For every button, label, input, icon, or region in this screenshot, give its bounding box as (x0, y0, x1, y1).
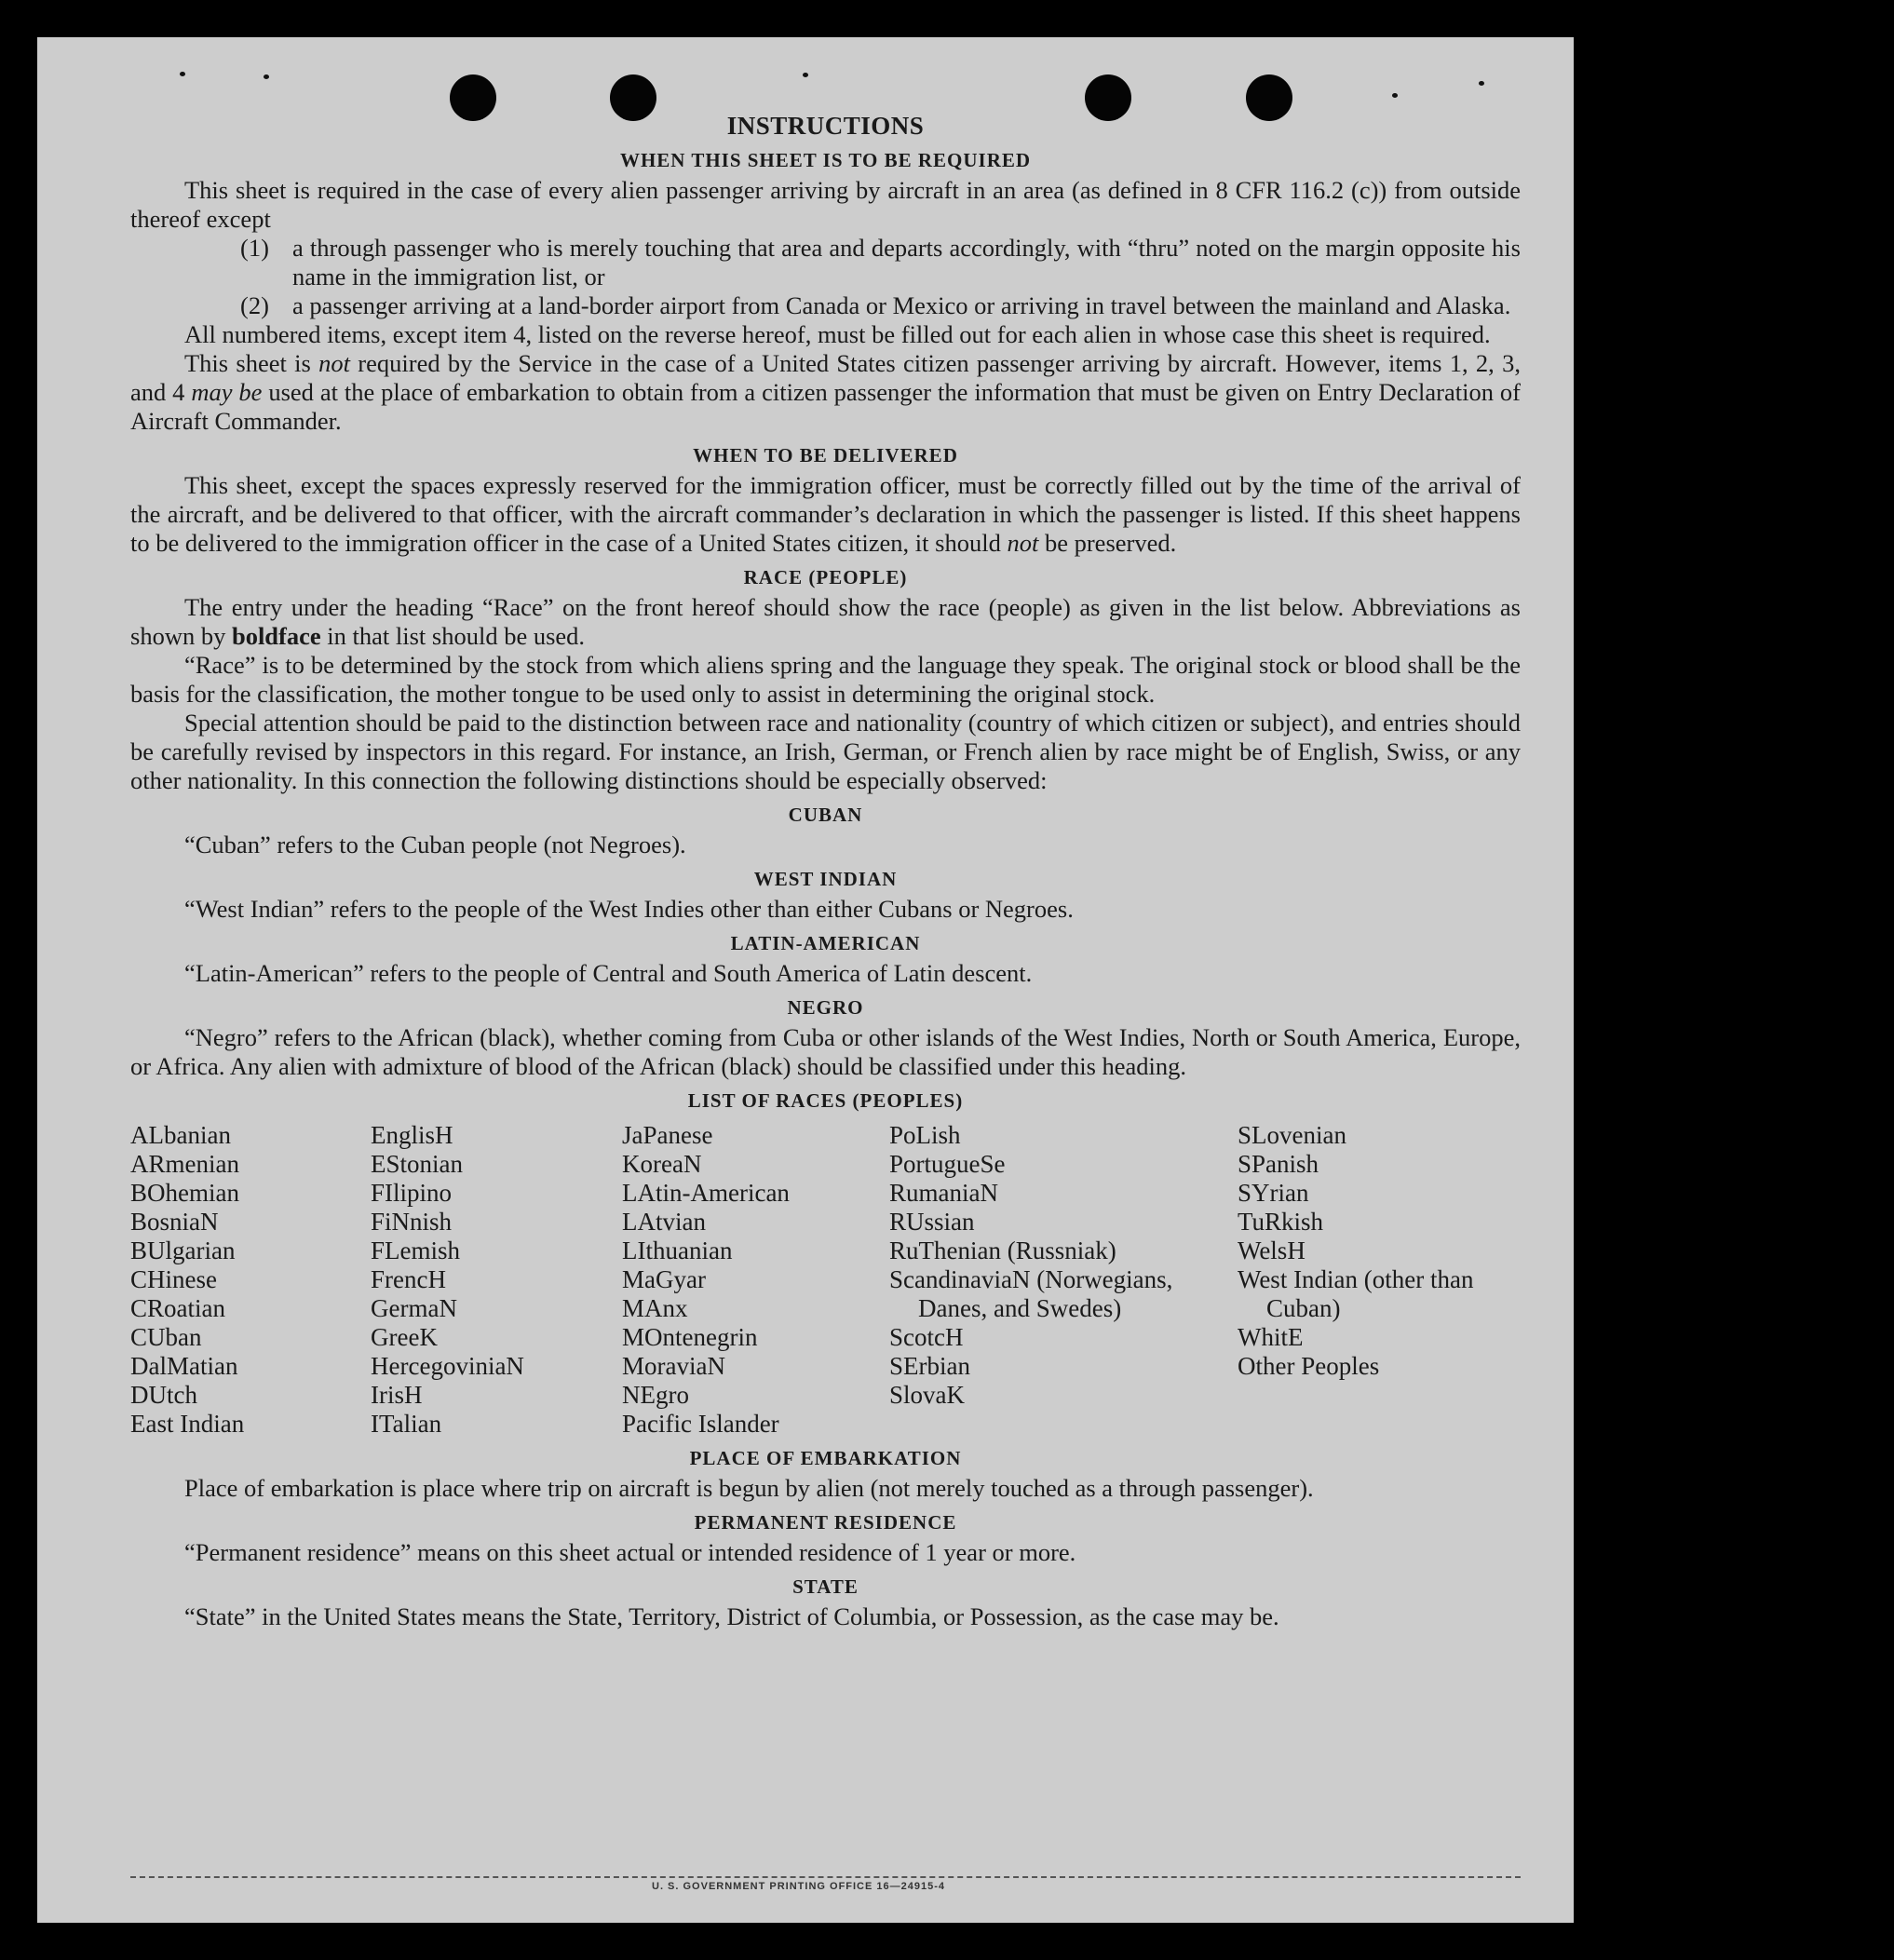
text-run: be preserved. (1038, 529, 1177, 557)
text-run: required by the Service in the case of a United States citizen passenger arriving by aircraft. However, items 1, 2, 3, and 4 (130, 349, 1521, 406)
race-entry: EnglisH (371, 1121, 453, 1149)
races-list (130, 1121, 1521, 1439)
race-entry: Other Peoples (1238, 1352, 1380, 1380)
race-entry: LIthuanian (622, 1237, 733, 1264)
heading-when-delivered: WHEN TO BE DELIVERED (693, 444, 958, 466)
speck (803, 73, 808, 77)
exception-item (240, 234, 1521, 291)
race-entry: SErbian (889, 1352, 970, 1380)
bold-text: boldface (231, 622, 321, 650)
race-entry: RumaniaN (889, 1179, 998, 1207)
race-entry: ARmenian (130, 1150, 239, 1178)
race-entry: Pacific Islander (622, 1410, 779, 1438)
exception-item (240, 291, 1521, 320)
race-entry: CUban (130, 1323, 202, 1351)
race-entry: FiNnish (371, 1208, 453, 1236)
race-entry: RUssian (889, 1208, 975, 1236)
race-entry: FrencH (371, 1265, 446, 1293)
paragraph: “Permanent residence” means on this sheet actual or intended residence of 1 year or more. (184, 1538, 1076, 1566)
paragraph: “West Indian” refers to the people of the West Indies other than either Cubans or Negroes. (184, 895, 1074, 923)
race-entry: ALbanian (130, 1121, 231, 1149)
race-entry: MAnx (622, 1294, 688, 1322)
race-entry: MaGyar (622, 1265, 706, 1293)
page-title: INSTRUCTIONS (726, 112, 925, 140)
races-column (130, 1121, 371, 1439)
paragraph: All numbered items, except item 4, listed on the reverse hereof, must be filled out for each alien in whose case this sheet is required. (184, 320, 1491, 348)
race-entry: ScandinaviaN (Norwegians, Danes, and Swedes) (889, 1265, 1173, 1322)
paragraph (130, 593, 1521, 651)
paragraph: “Cuban” refers to the Cuban people (not Negroes). (184, 831, 686, 858)
race-entry: SYrian (1238, 1179, 1309, 1207)
race-entry: PortugueSe (889, 1150, 1006, 1178)
race-entry: RuThenian (Russniak) (889, 1237, 1116, 1264)
race-entry: BosniaN (130, 1208, 219, 1236)
form-sheet (37, 37, 1574, 1923)
races-column (371, 1121, 622, 1439)
race-entry: TuRkish (1238, 1208, 1324, 1236)
italic-text: not (1007, 529, 1039, 557)
race-entry: CRoatian (130, 1294, 225, 1322)
paragraph: “State” in the United States means the State, Territory, District of Columbia, or Possession, as the case may be. (184, 1602, 1279, 1630)
paragraph: Special attention should be paid to the distinction between race and nationality (country of which citizen or subject), and entries should be carefully revised by inspectors in this regard. For instance, an Irish, German, or French alien by race might be of English, Swiss, or any other nationality. In this connection the following distinctions should be especially observed: (130, 709, 1521, 794)
race-entry: EStonian (371, 1150, 463, 1178)
race-entry: GermaN (371, 1294, 457, 1322)
paragraph (130, 471, 1521, 558)
speck (180, 72, 185, 76)
race-entry: JaPanese (622, 1121, 713, 1149)
heading-negro: NEGRO (787, 996, 864, 1019)
race-entry: PoLish (889, 1121, 961, 1149)
paragraph: “Negro” refers to the African (black), whether coming from Cuba or other islands of the West Indies, North or South America, Europe, or Africa. Any alien with admixture of blood of the African (black) should be classified under this heading. (130, 1023, 1521, 1080)
heading-latin-american: LATIN-AMERICAN (730, 932, 921, 954)
text-run: This sheet is (184, 349, 319, 377)
paragraph: “Latin-American” refers to the people of Central and South America of Latin descent. (184, 959, 1033, 987)
race-entry: ScotcH (889, 1323, 964, 1351)
italic-text: may be (191, 378, 263, 406)
heading-west-indian: WEST INDIAN (753, 868, 898, 890)
printer-imprint: U. S. GOVERNMENT PRINTING OFFICE 16—24915-4 (652, 1881, 946, 1892)
race-entry: MOntenegrin (622, 1323, 758, 1351)
race-entry: FIlipino (371, 1179, 453, 1207)
text-run: The entry under the heading “Race” on the front hereof should show the race (people) as given in the list below. Abbreviations as shown by (130, 593, 1521, 650)
race-entry: WhitE (1238, 1323, 1304, 1351)
race-entry: SPanish (1238, 1150, 1319, 1178)
race-entry: West Indian (other than Cuban) (1238, 1265, 1474, 1322)
exception-number: (2) (240, 291, 269, 319)
race-entry: BUlgarian (130, 1237, 236, 1264)
race-entry: IrisH (371, 1381, 423, 1409)
exception-number: (1) (240, 234, 269, 262)
race-entry: SLovenian (1238, 1121, 1346, 1149)
heading-embarkation: PLACE OF EMBARKATION (689, 1447, 962, 1469)
race-entry: DUtch (130, 1381, 197, 1409)
race-entry: FLemish (371, 1237, 461, 1264)
race-entry: WelsH (1238, 1237, 1306, 1264)
exception-text: a passenger arriving at a land-border airport from Canada or Mexico or arriving in travel between the mainland and Alaska. (292, 291, 1511, 319)
heading-cuban: CUBAN (788, 804, 863, 826)
speck (264, 74, 269, 79)
race-entry: MoraviaN (622, 1352, 725, 1380)
exception-text: a through passenger who is merely touching that area and departs accordingly, with “thru” noted on the margin opposite his name in the immigration list, or (292, 234, 1521, 291)
race-entry: CHinese (130, 1265, 217, 1293)
text-run: This sheet, except the spaces expressly reserved for the immigration officer, must be correctly filled out by the time of the arrival of the aircraft, and be delivered to that officer, with the aircraft commander’s declaration in which the passenger is listed. If this sheet happens to be delivered to the immigration officer in the case of a United States citizen, it should (130, 471, 1521, 557)
heading-list-of-races: LIST OF RACES (PEOPLES) (687, 1089, 964, 1112)
race-entry: SlovaK (889, 1381, 965, 1409)
footer-rule (130, 1876, 1521, 1893)
race-entry: LAtvian (622, 1208, 706, 1236)
text-run: in that list should be used. (320, 622, 586, 650)
race-entry: KoreaN (622, 1150, 702, 1178)
paragraph: “Race” is to be determined by the stock from which aliens spring and the language they speak. The original stock or blood shall be the basis for the classification, the mother tongue to be used only to assist in determining the original stock. (130, 651, 1521, 708)
races-column (1238, 1121, 1521, 1439)
heading-race: RACE (PEOPLE) (743, 566, 908, 588)
italic-text: not (318, 349, 350, 377)
race-entry: ITalian (371, 1410, 442, 1438)
text-run: used at the place of embarkation to obtain from a citizen passenger the information that must be given on Entry Declaration of Aircraft Commander. (130, 378, 1521, 435)
paragraph: Place of embarkation is place where trip on aircraft is begun by alien (not merely touched as a through passenger). (184, 1474, 1314, 1502)
races-column (622, 1121, 889, 1439)
race-entry: East Indian (130, 1410, 245, 1438)
race-entry: LAtin-American (622, 1179, 790, 1207)
race-entry: DalMatian (130, 1352, 238, 1380)
heading-when-required: WHEN THIS SHEET IS TO BE REQUIRED (619, 149, 1032, 171)
instructions-content (130, 112, 1521, 1631)
speck (1392, 93, 1398, 98)
heading-state: STATE (792, 1575, 859, 1598)
race-entry: BOhemian (130, 1179, 239, 1207)
paragraph (130, 349, 1521, 436)
race-entry: GreeK (371, 1323, 438, 1351)
race-entry: NEgro (622, 1381, 689, 1409)
race-entry: HercegoviniaN (371, 1352, 524, 1380)
speck (1479, 81, 1484, 86)
paragraph: This sheet is required in the case of every alien passenger arriving by aircraft in an area (as defined in 8 CFR 116.2 (c)) from outside thereof except (130, 176, 1521, 233)
races-column (889, 1121, 1238, 1439)
heading-permanent-residence: PERMANENT RESIDENCE (694, 1511, 957, 1534)
